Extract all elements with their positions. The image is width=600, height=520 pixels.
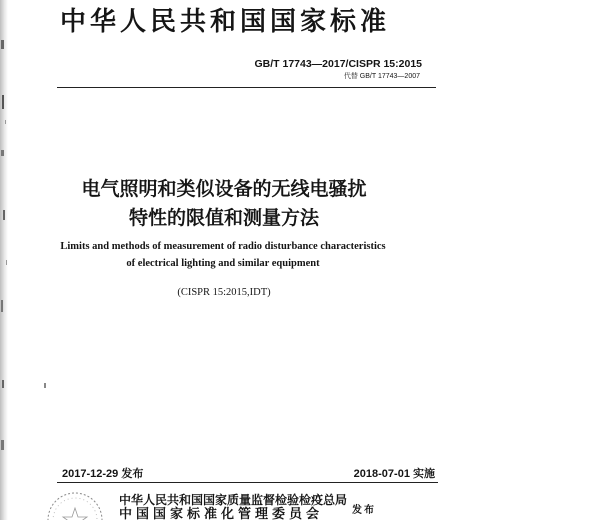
authority-line-1: 中华人民共和国国家质量监督检验检疫总局	[119, 493, 348, 507]
english-title-line-1: Limits and methods of measurement of radio disturbance characteristics	[60, 241, 386, 252]
publish-label: 发布	[352, 505, 376, 516]
equivalence-note: (CISPR 15:2015,IDT)	[177, 287, 271, 298]
official-seal-icon	[45, 490, 105, 520]
authority-line-2: 中国国家标准化管理委员会	[119, 507, 324, 520]
chinese-title-line-2: 特性的限值和测量方法	[128, 207, 319, 229]
issue-date: 2017-12-29 发布	[62, 468, 144, 480]
chinese-title-line-1: 电气照明和类似设备的无线电骚扰	[81, 178, 367, 200]
footer-divider	[57, 482, 438, 483]
header-divider	[57, 87, 436, 88]
english-title-line-2: of electrical lighting and similar equipment	[126, 258, 320, 269]
scan-speck	[44, 383, 46, 388]
standard-code: GB/T 17743—2017/CISPR 15:2015	[254, 58, 422, 70]
standard-category-title: 中华人民共和国国家标准	[60, 7, 391, 37]
issuing-authority	[119, 493, 348, 520]
implementation-date: 2018-07-01 实施	[353, 468, 435, 480]
replaced-standard: 代替 GB/T 17743—2007	[343, 73, 420, 80]
